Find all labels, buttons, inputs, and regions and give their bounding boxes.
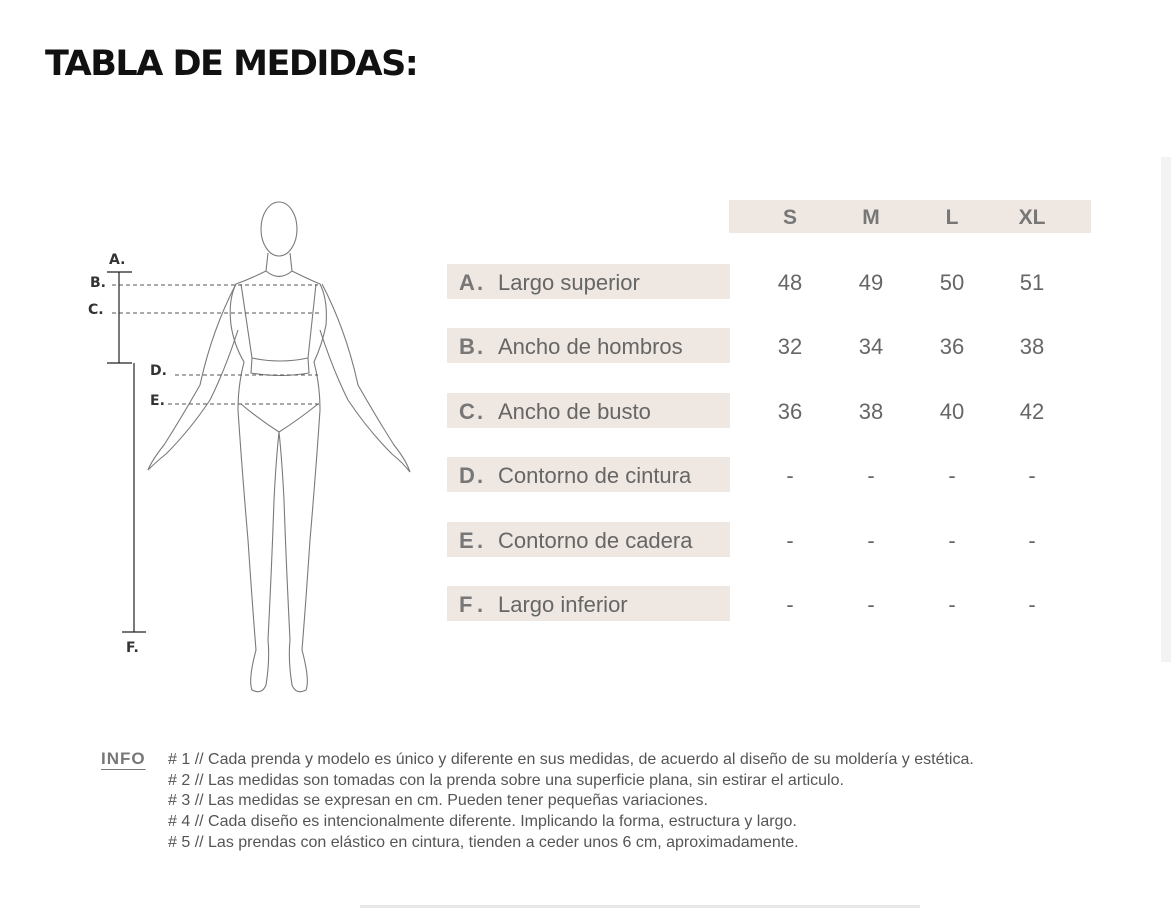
row-label-d [447,457,730,492]
row-label-e [447,522,730,557]
row-name: Largo superior [498,270,640,295]
info-note-5: # 5 // Las prendas con elástico en cintura, tienden a ceder unos 6 cm, aproximadamente. [168,834,799,851]
cell-e-xl: - [1028,528,1036,553]
row-name: Ancho de hombros [498,334,683,359]
marker-b: B. [90,275,106,291]
cell-b-m: 34 [858,334,884,359]
info-note-2: # 2 // Las medidas son tomadas con la prenda sobre una superficie plana, sin estirar el articulo. [168,772,844,789]
figure-brief [241,404,318,432]
cell-c-xl: 42 [1019,399,1045,424]
figure-head [261,202,297,256]
cell-f-l: - [948,592,956,617]
cell-e-m: - [867,528,875,553]
cell-b-s: 32 [777,334,803,359]
cell-e-l: - [948,528,956,553]
info-note-3: # 3 // Las medidas se expresan en cm. Pueden tener pequeñas variaciones. [168,792,708,809]
body-measurement-figure [0,0,440,720]
info-note-1: # 1 // Cada prenda y modelo es único y diferente en sus medidas, de acuerdo al diseño de su moldería y estética. [168,751,974,768]
row-name: Contorno de cintura [498,463,692,488]
row-letter-dot: . [477,270,484,295]
figure-torso [230,271,326,410]
row-letter-dot: . [477,463,484,488]
row-letter-dot: . [477,334,484,359]
marker-a: A. [109,252,126,268]
cell-d-m: - [867,463,875,488]
row-letter-dot: . [477,528,484,553]
cell-a-xl: 51 [1019,270,1045,295]
size-xl-header: XL [1018,206,1046,229]
marker-e: E. [150,393,165,409]
row-name: Contorno de cadera [498,528,693,553]
size-l-header: L [945,206,959,229]
cell-d-l: - [948,463,956,488]
cell-a-s: 48 [777,270,803,295]
cell-c-s: 36 [777,399,803,424]
size-s-header: S [782,206,797,229]
row-label-a [447,264,730,299]
size-m-header: M [862,206,880,229]
cell-e-s: - [786,528,794,553]
row-letter: D [459,463,475,488]
cell-c-l: 40 [939,399,965,424]
row-letter: B [459,334,475,359]
cell-f-s: - [786,592,794,617]
cell-f-xl: - [1028,592,1036,617]
cell-b-l: 36 [939,334,965,359]
row-letter-dot: . [477,592,484,617]
figure-right-leg [279,410,320,692]
info-note-4: # 4 // Cada diseño es intencionalmente diferente. Implicando la forma, estructura y largo. [168,813,797,830]
row-name: Ancho de busto [498,399,651,424]
cell-a-l: 50 [939,270,965,295]
cell-a-m: 49 [858,270,884,295]
info-label: INFO [101,749,146,768]
figure-right-arm [320,284,410,472]
cell-c-m: 38 [858,399,884,424]
row-label-f [447,586,730,621]
row-label-c [447,393,730,428]
row-label-b [447,328,730,363]
row-name: Largo inferior [498,592,628,617]
row-letter: A [459,270,475,295]
marker-f: F. [126,640,139,656]
marker-c: C. [88,302,104,318]
cell-f-m: - [867,592,875,617]
row-letter: C [459,399,475,424]
row-letter: E [459,528,474,553]
page-title: TABLA DE MEDIDAS: [45,44,418,84]
cell-b-xl: 38 [1019,334,1045,359]
cell-d-xl: - [1028,463,1036,488]
row-letter-dot: . [477,399,484,424]
scroll-edge [1161,157,1171,662]
marker-d: D. [150,363,167,379]
figure-left-leg [238,410,279,692]
cell-d-s: - [786,463,794,488]
row-letter: F [459,592,473,617]
